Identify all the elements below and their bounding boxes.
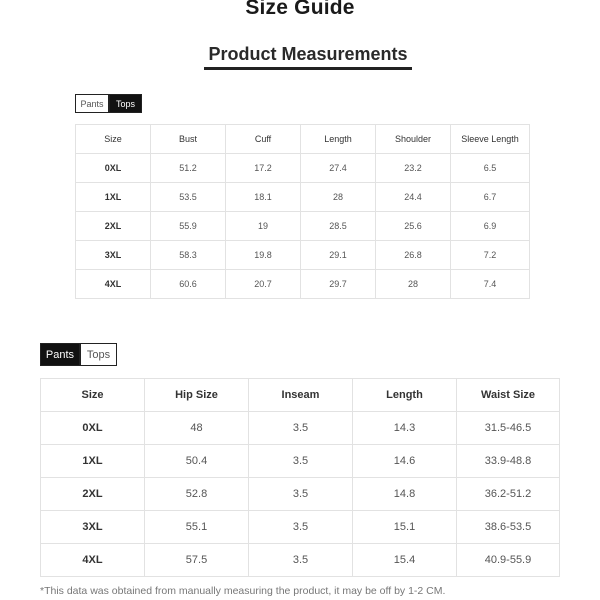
table-row bbox=[76, 212, 530, 241]
header-bust: Bust bbox=[151, 125, 226, 154]
header-length: Length bbox=[353, 379, 457, 412]
table-cell: 15.4 bbox=[353, 544, 457, 577]
table-cell: 55.9 bbox=[151, 212, 226, 241]
table-cell: 29.7 bbox=[301, 270, 376, 299]
size-cell: 3XL bbox=[41, 511, 145, 544]
table-cell: 26.8 bbox=[376, 241, 451, 270]
table-cell: 3.5 bbox=[249, 445, 353, 478]
table-cell: 14.6 bbox=[353, 445, 457, 478]
table-cell: 28 bbox=[301, 183, 376, 212]
table-cell: 40.9-55.9 bbox=[457, 544, 560, 577]
table-cell: 23.2 bbox=[376, 154, 451, 183]
header-hip-size: Hip Size bbox=[145, 379, 249, 412]
size-cell: 0XL bbox=[41, 412, 145, 445]
table-cell: 6.5 bbox=[451, 154, 530, 183]
table-cell: 18.1 bbox=[226, 183, 301, 212]
table-row bbox=[76, 241, 530, 270]
table-cell: 27.4 bbox=[301, 154, 376, 183]
table-cell: 6.7 bbox=[451, 183, 530, 212]
tops-size-table bbox=[75, 124, 530, 299]
table-cell: 60.6 bbox=[151, 270, 226, 299]
table-cell: 6.9 bbox=[451, 212, 530, 241]
table-cell: 38.6-53.5 bbox=[457, 511, 560, 544]
table-cell: 55.1 bbox=[145, 511, 249, 544]
table-cell: 7.4 bbox=[451, 270, 530, 299]
tab-tops[interactable]: Tops bbox=[80, 343, 117, 366]
table-cell: 7.2 bbox=[451, 241, 530, 270]
table-cell: 28 bbox=[376, 270, 451, 299]
header-length: Length bbox=[301, 125, 376, 154]
table-cell: 3.5 bbox=[249, 511, 353, 544]
tab-tops[interactable]: Tops bbox=[109, 94, 142, 113]
table-cell: 3.5 bbox=[249, 544, 353, 577]
header-size: Size bbox=[76, 125, 151, 154]
table-cell: 28.5 bbox=[301, 212, 376, 241]
size-cell: 3XL bbox=[76, 241, 151, 270]
table-row bbox=[76, 154, 530, 183]
size-cell: 1XL bbox=[41, 445, 145, 478]
table-cell: 3.5 bbox=[249, 412, 353, 445]
table-row bbox=[41, 544, 560, 577]
table-cell: 17.2 bbox=[226, 154, 301, 183]
table-cell: 14.8 bbox=[353, 478, 457, 511]
table-row bbox=[76, 270, 530, 299]
size-cell: 2XL bbox=[76, 212, 151, 241]
table-cell: 29.1 bbox=[301, 241, 376, 270]
table-row bbox=[41, 478, 560, 511]
table-cell: 25.6 bbox=[376, 212, 451, 241]
measurement-footnote: *This data was obtained from manually measuring the product, it may be off by 1-2 CM. bbox=[40, 585, 446, 597]
table-cell: 52.8 bbox=[145, 478, 249, 511]
table-cell: 14.3 bbox=[353, 412, 457, 445]
table-row bbox=[41, 412, 560, 445]
size-cell: 1XL bbox=[76, 183, 151, 212]
table-cell: 15.1 bbox=[353, 511, 457, 544]
size-cell: 0XL bbox=[76, 154, 151, 183]
table-row bbox=[41, 511, 560, 544]
header-inseam: Inseam bbox=[249, 379, 353, 412]
section-title-underline bbox=[204, 67, 412, 70]
size-cell: 4XL bbox=[76, 270, 151, 299]
pants-size-table bbox=[40, 378, 560, 577]
page-title: Size Guide bbox=[245, 0, 355, 19]
table-cell: 20.7 bbox=[226, 270, 301, 299]
section-title: Product Measurements bbox=[208, 44, 408, 64]
table-header-row bbox=[41, 379, 560, 412]
pants-block-tabs bbox=[40, 343, 117, 366]
table-cell: 33.9-48.8 bbox=[457, 445, 560, 478]
header-sleeve-length: Sleeve Length bbox=[451, 125, 530, 154]
table-cell: 31.5-46.5 bbox=[457, 412, 560, 445]
tops-block-tabs bbox=[75, 94, 142, 113]
table-cell: 48 bbox=[145, 412, 249, 445]
table-cell: 19.8 bbox=[226, 241, 301, 270]
table-header-row bbox=[76, 125, 530, 154]
table-row bbox=[76, 183, 530, 212]
table-cell: 58.3 bbox=[151, 241, 226, 270]
table-cell: 53.5 bbox=[151, 183, 226, 212]
header-waist-size: Waist Size bbox=[457, 379, 560, 412]
table-cell: 57.5 bbox=[145, 544, 249, 577]
header-size: Size bbox=[41, 379, 145, 412]
table-cell: 24.4 bbox=[376, 183, 451, 212]
table-cell: 50.4 bbox=[145, 445, 249, 478]
table-cell: 3.5 bbox=[249, 478, 353, 511]
header-shoulder: Shoulder bbox=[376, 125, 451, 154]
size-cell: 4XL bbox=[41, 544, 145, 577]
table-cell: 36.2-51.2 bbox=[457, 478, 560, 511]
tab-pants[interactable]: Pants bbox=[40, 343, 80, 366]
table-cell: 19 bbox=[226, 212, 301, 241]
size-cell: 2XL bbox=[41, 478, 145, 511]
table-cell: 51.2 bbox=[151, 154, 226, 183]
tab-pants[interactable]: Pants bbox=[75, 94, 109, 113]
header-cuff: Cuff bbox=[226, 125, 301, 154]
table-row bbox=[41, 445, 560, 478]
